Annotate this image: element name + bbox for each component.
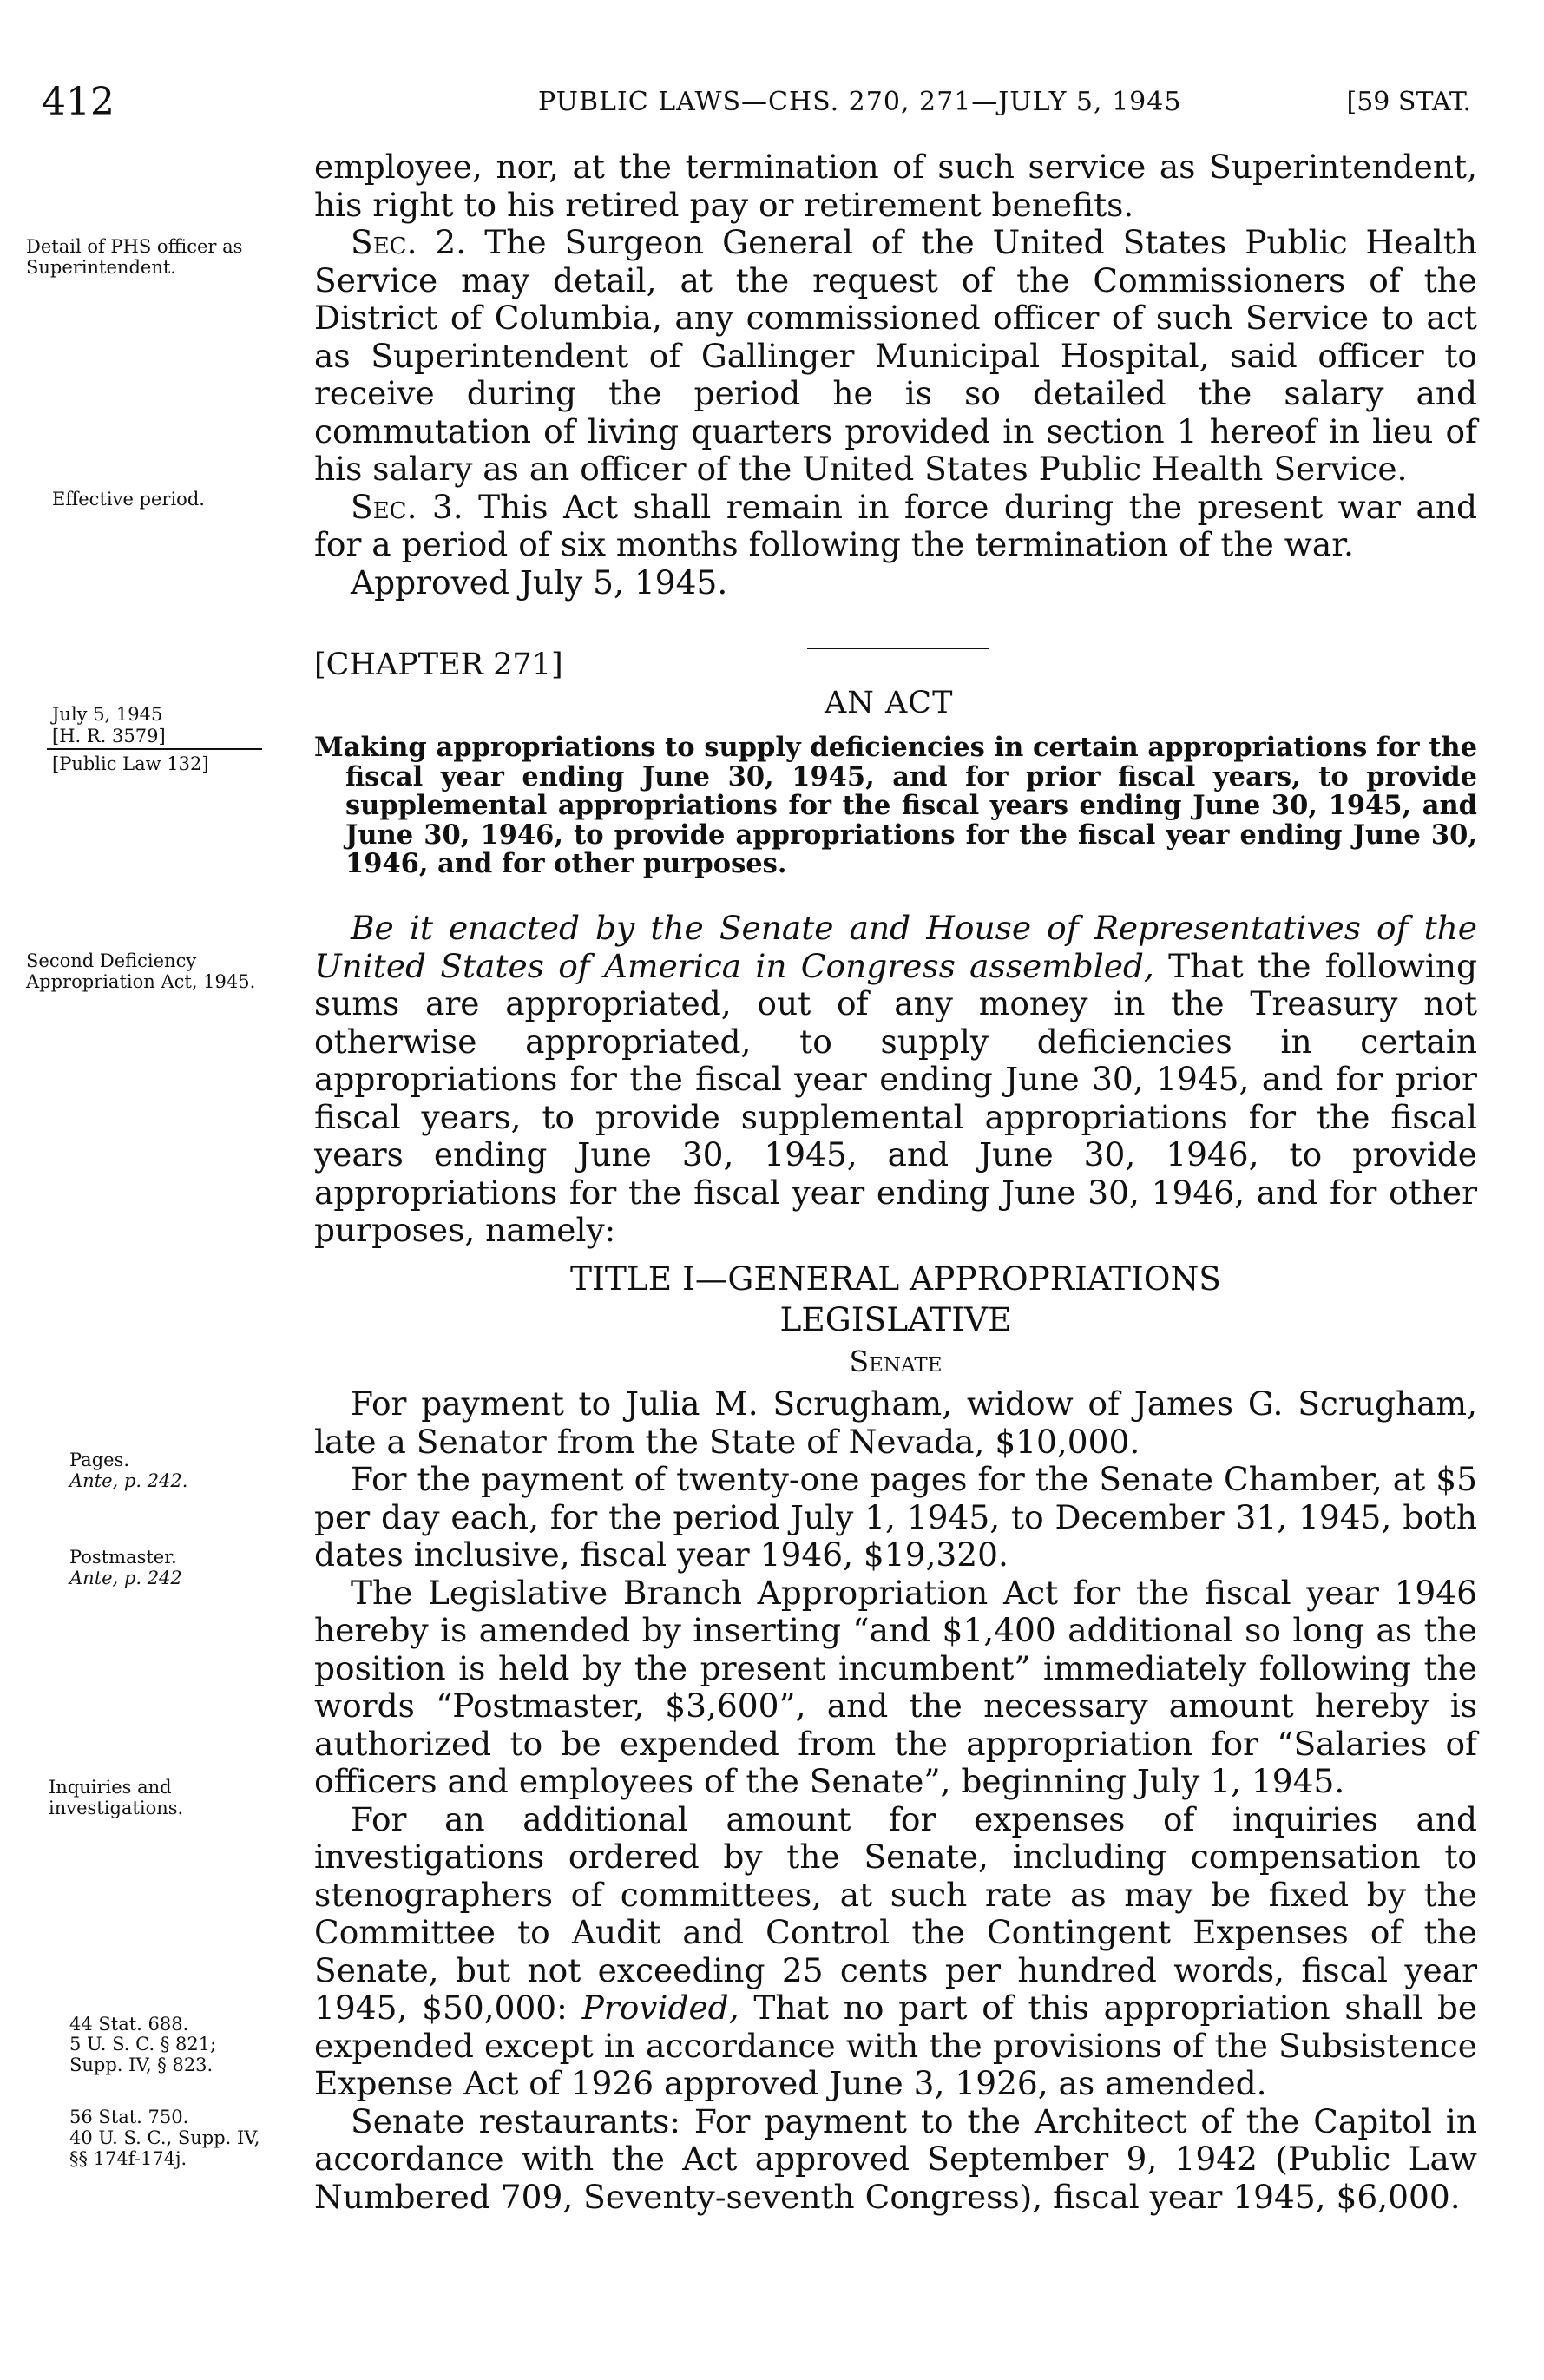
chapter-heading: [CHAPTER 271]: [314, 648, 563, 682]
section-2-body: The Surgeon General of the United States Public Health Service may detail, at the request of the Commissioners of the District of Columbia, any commissioned officer of such Service to act as Superintendent of Gallinger Municipal Hospital, said officer to receive during the period he is so detailed the salary and commutation of living quarters provided in section 1 hereof in lieu of his salary as an officer of the United States Public Health Service.: [314, 223, 1477, 488]
page-number: 412: [42, 80, 115, 124]
body-main: [314, 910, 1477, 2216]
an-act-heading: AN ACT: [825, 686, 954, 720]
running-head: PUBLIC LAWS—CHS. 270, 271—JULY 5, 1945: [538, 87, 1182, 117]
paragraph-scrugham: For payment to Julia M. Scrugham, widow of James G. Scrugham, late a Senator from the State of Nevada, $10,000.: [314, 1384, 1477, 1461]
paragraph-continuation: employee, nor, at the termination of such service as Superintendent, his right to his retired pay or retirement benefits.: [314, 148, 1477, 224]
approved-line: Approved July 5, 1945.: [351, 562, 728, 602]
enacting-rest: That the following sums are appropriated, out of any money in the Treasury not otherwise appropriated, to supply deficiencies in certain appropriations for the fiscal year ending June 30, 1945, and for prior fiscal years, to provide supplemental appropriations for the fiscal years ending June 30, 1945, and June 30, 1946, to provide appropriations for the fiscal year ending June 30, 1946, and for other purposes, namely:: [314, 946, 1477, 1249]
section-3: [314, 489, 1477, 564]
enacting-clause: [314, 910, 1477, 1250]
side-note-pages-ref: Ante, p. 242.: [69, 1470, 188, 1491]
inquiries-part-b: That no part of this appropriation shall be expended except in accordance with the provisions of the Subsistence Expense Act of 1926 approved June 3, 1926, as amended.: [314, 1989, 1478, 2102]
inquiries-part-a: For an additional amount for expenses of inquiries and investigations ordered by the Senate, including compensation to stenographers of committees, at such rate as may be fixed by the Committee to Audit and Control the Contingent Expenses of the Senate, but not exceeding 25 cents per hundred words, fiscal year 1945, $50,000:: [314, 1799, 1477, 2027]
senate-heading: Senate: [849, 1344, 943, 1378]
side-note-effective-period: Effective period.: [52, 489, 205, 510]
side-note-inquiries: Inquiries and investigations.: [49, 1777, 184, 1818]
side-note-public-law: [Public Law 132]: [52, 753, 209, 774]
paragraph-inquiries: [314, 1801, 1477, 2103]
side-note-hr: [H. R. 3579]: [52, 726, 166, 746]
volume-reference: [59 STAT.: [1346, 87, 1471, 117]
side-note-date: July 5, 1945: [52, 704, 163, 725]
act-summary-text: Making appropriations to supply deficiencies in certain appropriations for the fiscal year ending June 30, 1945, and for prior fiscal years, to provide supplemental appropriations for the fiscal years ending June 30, 1945, and June 30, 1946, to provide appropriations for the fiscal year ending June 30, 1946, and for other purposes.: [314, 732, 1477, 879]
side-note-postmaster-ref: Ante, p. 242: [69, 1568, 182, 1588]
paragraph-restaurants: Senate restaurants: For payment to the Architect of the Capitol in accordance with the Act approved September 9, 1942 (Public Law Numbered 709, Seventy-seventh Congress), fiscal year 1945, $6,000.: [314, 2101, 1477, 2216]
side-note-postmaster-label: Postmaster.: [69, 1547, 177, 1568]
side-note-citation-1b: 5 U. S. C. § 821; Supp. IV, § 823.: [69, 2034, 217, 2075]
enacting-italic: Be it enacted by the Senate and House of Representatives of the United States of America in Congress assembled,: [314, 909, 1477, 985]
side-note-citation-2b: 40 U. S. C., Supp. IV, §§ 174f-174j.: [69, 2127, 260, 2169]
title-heading: TITLE I—GENERAL APPROPRIATIONS: [570, 1259, 1221, 1298]
side-note-citation-2a: 56 Stat. 750.: [69, 2107, 189, 2127]
side-note-detail: Detail of PHS officer as Superintendent.: [26, 236, 243, 278]
paragraph-postmaster: The Legislative Branch Appropriation Act for the fiscal year 1946 hereby is amended by inserting “and $1,400 additional so long as the position is held by the present incumbent” immediately following the words “Postmaster, $3,600”, and the necessary amount hereby is authorized to be expended from the appropriation for “Salaries of officers and employees of the Senate”, beginning July 1, 1945.: [314, 1573, 1477, 1800]
chapter-rule: [807, 648, 989, 649]
act-summary: [314, 733, 1477, 879]
legislative-heading: LEGISLATIVE: [779, 1300, 1012, 1338]
section-2: [314, 224, 1477, 489]
section-3-label: Sec. 3.: [351, 487, 463, 526]
side-note-pages-label: Pages.: [69, 1450, 130, 1470]
paragraph-pages: For the payment of twenty-one pages for the Senate Chamber, at $5 per day each, for the period July 1, 1945, to December 31, 1945, both dates inclusive, fiscal year 1946, $19,320.: [314, 1460, 1477, 1574]
inquiries-provided: Provided,: [581, 1989, 739, 2027]
side-note-act-name: Second Deficiency Appropriation Act, 1945.: [26, 950, 256, 992]
side-note-postmaster-ref-wrap: [69, 1568, 243, 1588]
section-3-body: This Act shall remain in force during the present war and for a period of six months following the termination of the war.: [314, 487, 1477, 563]
section-2-label: Sec. 2.: [351, 223, 467, 261]
side-note-divider: [47, 748, 262, 750]
body-top: [314, 148, 1477, 602]
side-note-pages-ref-wrap: [69, 1470, 243, 1491]
side-note-citation-1a: 44 Stat. 688.: [69, 2014, 189, 2035]
